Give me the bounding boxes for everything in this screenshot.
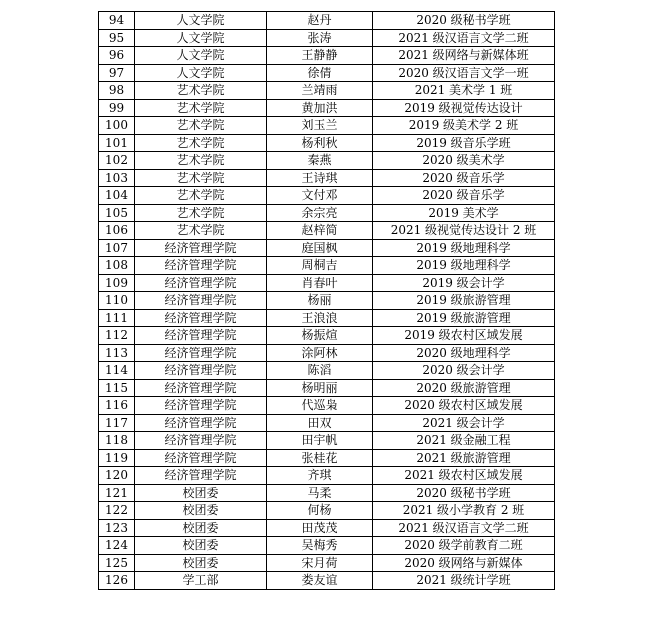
table-row — [99, 537, 555, 555]
class-cell: 2020 级汉语言文学一班 — [373, 64, 555, 82]
table-row — [99, 344, 555, 362]
table-row — [99, 397, 555, 415]
table-row — [99, 152, 555, 170]
row-number-cell: 119 — [99, 449, 135, 467]
college-cell: 人文学院 — [135, 47, 267, 65]
college-cell: 艺术学院 — [135, 82, 267, 100]
class-cell: 2019 级旅游管理 — [373, 309, 555, 327]
row-number-cell: 124 — [99, 537, 135, 555]
class-cell: 2021 级会计学 — [373, 414, 555, 432]
student-name-cell: 秦燕 — [267, 152, 373, 170]
class-cell: 2020 级音乐学 — [373, 169, 555, 187]
college-cell: 人文学院 — [135, 29, 267, 47]
college-cell: 经济管理学院 — [135, 257, 267, 275]
class-cell: 2021 级网络与新媒体班 — [373, 47, 555, 65]
class-cell: 2019 级音乐学班 — [373, 134, 555, 152]
row-number-cell: 99 — [99, 99, 135, 117]
student-name-cell: 杨利秋 — [267, 134, 373, 152]
row-number-cell: 125 — [99, 554, 135, 572]
college-cell: 学工部 — [135, 572, 267, 590]
row-number-cell: 103 — [99, 169, 135, 187]
table-row — [99, 449, 555, 467]
student-name-cell: 何杨 — [267, 502, 373, 520]
row-number-cell: 100 — [99, 117, 135, 135]
table-row — [99, 204, 555, 222]
student-name-cell: 杨丽 — [267, 292, 373, 310]
table-row — [99, 12, 555, 30]
class-cell: 2021 级统计学班 — [373, 572, 555, 590]
student-name-cell: 马柔 — [267, 484, 373, 502]
student-name-cell: 赵丹 — [267, 12, 373, 30]
row-number-cell: 110 — [99, 292, 135, 310]
student-name-cell: 文付邓 — [267, 187, 373, 205]
table-row — [99, 484, 555, 502]
college-cell: 校团委 — [135, 519, 267, 537]
college-cell: 经济管理学院 — [135, 309, 267, 327]
student-name-cell: 杨振煊 — [267, 327, 373, 345]
table-row — [99, 169, 555, 187]
student-name-cell: 宋月荷 — [267, 554, 373, 572]
student-name-cell: 兰靖雨 — [267, 82, 373, 100]
college-cell: 艺术学院 — [135, 222, 267, 240]
student-name-cell: 田茂茂 — [267, 519, 373, 537]
college-cell: 经济管理学院 — [135, 397, 267, 415]
class-cell: 2019 级地理科学 — [373, 239, 555, 257]
student-name-cell: 田双 — [267, 414, 373, 432]
student-name-cell: 田宇帆 — [267, 432, 373, 450]
table-row — [99, 29, 555, 47]
student-name-cell: 王静静 — [267, 47, 373, 65]
class-cell: 2020 级会计学 — [373, 362, 555, 380]
class-cell: 2021 级小学教育 2 班 — [373, 502, 555, 520]
student-name-cell: 吴梅秀 — [267, 537, 373, 555]
table-row — [99, 222, 555, 240]
college-cell: 人文学院 — [135, 64, 267, 82]
student-name-cell: 王诗琪 — [267, 169, 373, 187]
row-number-cell: 122 — [99, 502, 135, 520]
college-cell: 经济管理学院 — [135, 449, 267, 467]
row-number-cell: 112 — [99, 327, 135, 345]
table-row — [99, 99, 555, 117]
row-number-cell: 96 — [99, 47, 135, 65]
row-number-cell: 104 — [99, 187, 135, 205]
row-number-cell: 116 — [99, 397, 135, 415]
table-row — [99, 519, 555, 537]
student-name-cell: 张桂花 — [267, 449, 373, 467]
college-cell: 经济管理学院 — [135, 274, 267, 292]
table-row — [99, 292, 555, 310]
class-cell: 2019 美术学 — [373, 204, 555, 222]
row-number-cell: 105 — [99, 204, 135, 222]
class-cell: 2019 级视觉传达设计 — [373, 99, 555, 117]
row-number-cell: 118 — [99, 432, 135, 450]
table-row — [99, 187, 555, 205]
college-cell: 经济管理学院 — [135, 432, 267, 450]
row-number-cell: 94 — [99, 12, 135, 30]
college-cell: 艺术学院 — [135, 152, 267, 170]
student-name-cell: 杨明丽 — [267, 379, 373, 397]
student-name-cell: 齐琪 — [267, 467, 373, 485]
student-name-cell: 周桐吉 — [267, 257, 373, 275]
college-cell: 经济管理学院 — [135, 467, 267, 485]
row-number-cell: 115 — [99, 379, 135, 397]
table-row — [99, 239, 555, 257]
college-cell: 艺术学院 — [135, 117, 267, 135]
row-number-cell: 109 — [99, 274, 135, 292]
roster-table-body — [99, 12, 555, 590]
class-cell: 2019 级旅游管理 — [373, 292, 555, 310]
college-cell: 经济管理学院 — [135, 239, 267, 257]
student-name-cell: 余宗亮 — [267, 204, 373, 222]
college-cell: 经济管理学院 — [135, 344, 267, 362]
row-number-cell: 97 — [99, 64, 135, 82]
student-name-cell: 王浪浪 — [267, 309, 373, 327]
student-name-cell: 陈滔 — [267, 362, 373, 380]
student-name-cell: 赵梓简 — [267, 222, 373, 240]
table-row — [99, 379, 555, 397]
class-cell: 2021 级金融工程 — [373, 432, 555, 450]
row-number-cell: 107 — [99, 239, 135, 257]
student-roster-table — [98, 11, 555, 590]
row-number-cell: 121 — [99, 484, 135, 502]
row-number-cell: 106 — [99, 222, 135, 240]
college-cell: 校团委 — [135, 484, 267, 502]
table-row — [99, 414, 555, 432]
table-row — [99, 82, 555, 100]
row-number-cell: 123 — [99, 519, 135, 537]
class-cell: 2020 级秘书学班 — [373, 484, 555, 502]
row-number-cell: 113 — [99, 344, 135, 362]
college-cell: 校团委 — [135, 502, 267, 520]
college-cell: 艺术学院 — [135, 187, 267, 205]
row-number-cell: 95 — [99, 29, 135, 47]
class-cell: 2020 级音乐学 — [373, 187, 555, 205]
table-row — [99, 117, 555, 135]
class-cell: 2020 级秘书学班 — [373, 12, 555, 30]
table-row — [99, 554, 555, 572]
class-cell: 2021 美术学 1 班 — [373, 82, 555, 100]
college-cell: 经济管理学院 — [135, 327, 267, 345]
table-row — [99, 47, 555, 65]
college-cell: 经济管理学院 — [135, 379, 267, 397]
class-cell: 2019 级农村区域发展 — [373, 327, 555, 345]
class-cell: 2019 级会计学 — [373, 274, 555, 292]
class-cell: 2021 级旅游管理 — [373, 449, 555, 467]
student-name-cell: 刘玉兰 — [267, 117, 373, 135]
class-cell: 2021 级视觉传达设计 2 班 — [373, 222, 555, 240]
class-cell: 2019 级地理科学 — [373, 257, 555, 275]
row-number-cell: 114 — [99, 362, 135, 380]
student-name-cell: 代巡枭 — [267, 397, 373, 415]
student-name-cell: 肖春叶 — [267, 274, 373, 292]
student-name-cell: 张涛 — [267, 29, 373, 47]
student-name-cell: 涂阿林 — [267, 344, 373, 362]
table-row — [99, 134, 555, 152]
table-row — [99, 64, 555, 82]
college-cell: 经济管理学院 — [135, 362, 267, 380]
row-number-cell: 117 — [99, 414, 135, 432]
table-row — [99, 362, 555, 380]
row-number-cell: 126 — [99, 572, 135, 590]
college-cell: 艺术学院 — [135, 204, 267, 222]
row-number-cell: 102 — [99, 152, 135, 170]
row-number-cell: 120 — [99, 467, 135, 485]
class-cell: 2020 级网络与新媒体 — [373, 554, 555, 572]
row-number-cell: 101 — [99, 134, 135, 152]
college-cell: 艺术学院 — [135, 169, 267, 187]
table-row — [99, 502, 555, 520]
row-number-cell: 111 — [99, 309, 135, 327]
college-cell: 人文学院 — [135, 12, 267, 30]
college-cell: 校团委 — [135, 554, 267, 572]
row-number-cell: 108 — [99, 257, 135, 275]
table-row — [99, 432, 555, 450]
class-cell: 2019 级美术学 2 班 — [373, 117, 555, 135]
class-cell: 2020 级学前教育二班 — [373, 537, 555, 555]
table-row — [99, 327, 555, 345]
student-name-cell: 黄加洪 — [267, 99, 373, 117]
class-cell: 2021 级农村区域发展 — [373, 467, 555, 485]
college-cell: 经济管理学院 — [135, 414, 267, 432]
table-row — [99, 257, 555, 275]
college-cell: 艺术学院 — [135, 134, 267, 152]
row-number-cell: 98 — [99, 82, 135, 100]
class-cell: 2020 级旅游管理 — [373, 379, 555, 397]
class-cell: 2020 级农村区域发展 — [373, 397, 555, 415]
class-cell: 2020 级美术学 — [373, 152, 555, 170]
table-row — [99, 467, 555, 485]
table-row — [99, 309, 555, 327]
college-cell: 经济管理学院 — [135, 292, 267, 310]
class-cell: 2021 级汉语言文学二班 — [373, 29, 555, 47]
college-cell: 校团委 — [135, 537, 267, 555]
college-cell: 艺术学院 — [135, 99, 267, 117]
class-cell: 2020 级地理科学 — [373, 344, 555, 362]
class-cell: 2021 级汉语言文学二班 — [373, 519, 555, 537]
student-name-cell: 庭国枫 — [267, 239, 373, 257]
student-name-cell: 娄友谊 — [267, 572, 373, 590]
table-row — [99, 572, 555, 590]
table-row — [99, 274, 555, 292]
student-name-cell: 徐倩 — [267, 64, 373, 82]
